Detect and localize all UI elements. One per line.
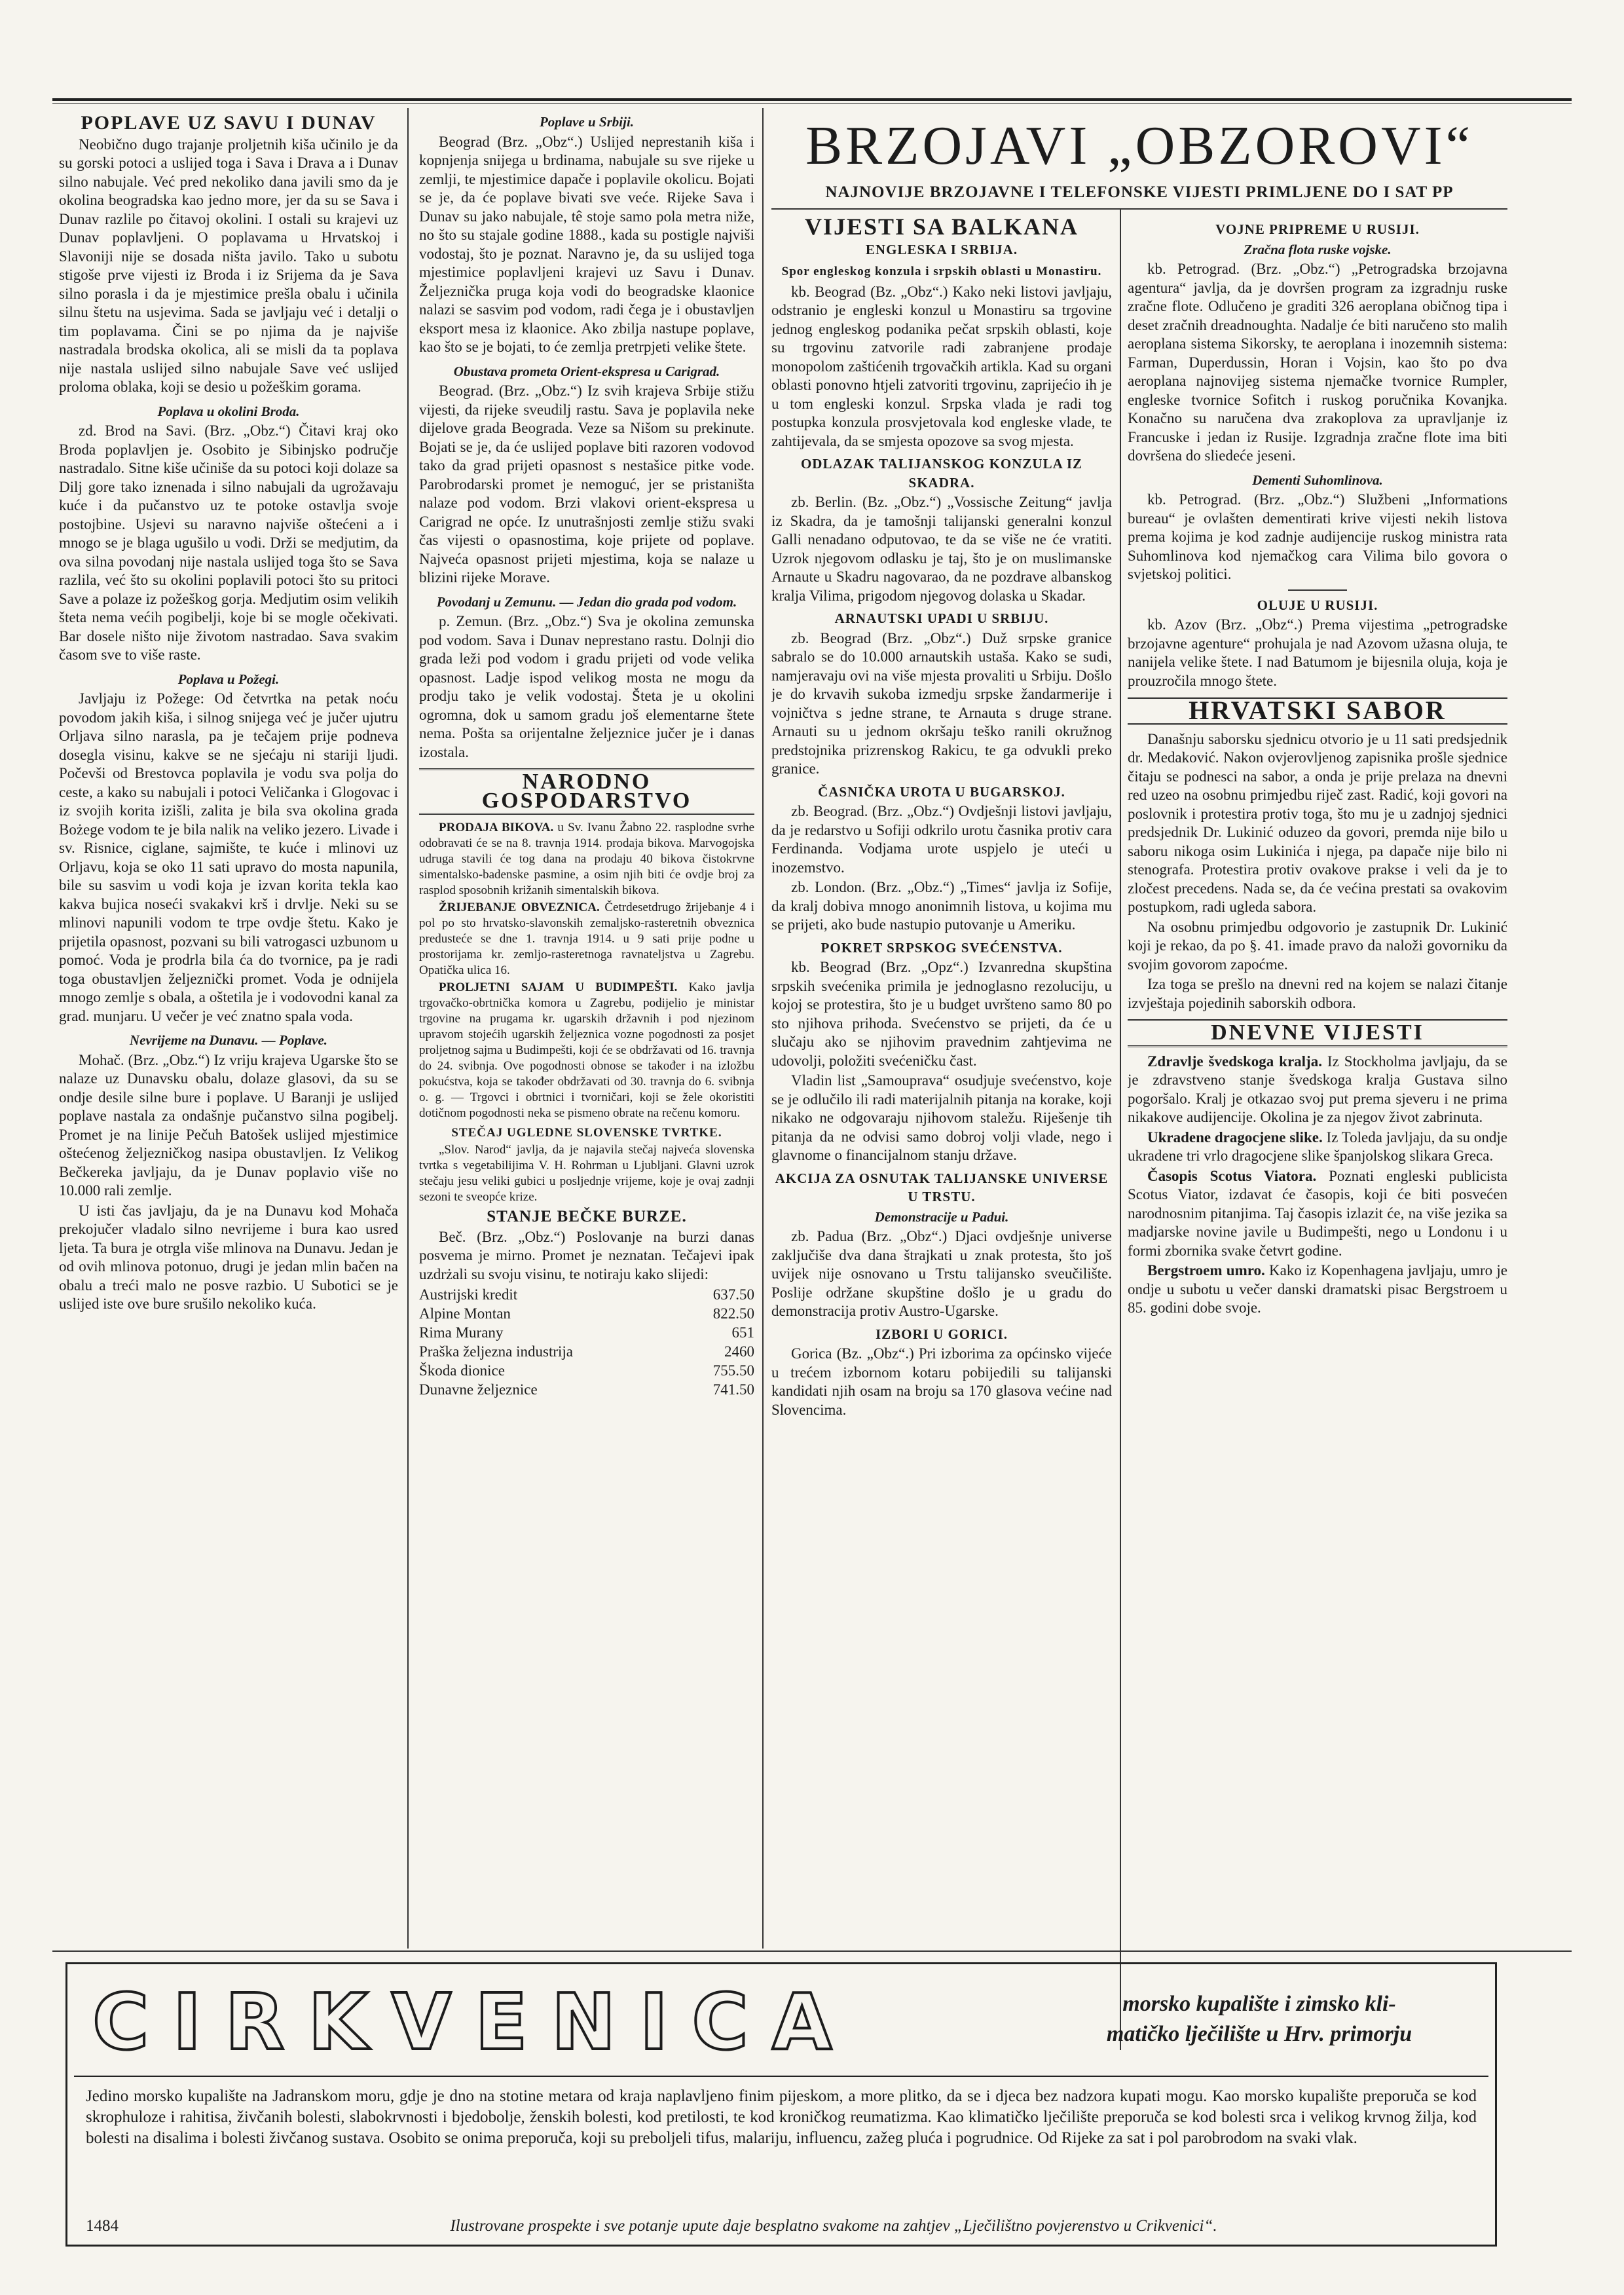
- news-item: [1128, 1053, 1507, 1127]
- stock-row: [419, 1342, 754, 1361]
- article-heading: STANJE BEČKE BURZE.: [487, 1208, 687, 1225]
- news-text: Poznati engleski publicista Scotus Viator, izdavat će časopis, koji će biti posvećen narodnosnim pitanjima. Taj časopis izlazit će, na više jezika sa madjarske novine javile u Budimpešti, nego u Londonu i u formi zbornika svake četvrt godine.: [1128, 1167, 1507, 1259]
- article-paragraph: Na osobnu primjedbu odgovorio je zastupnik Dr. Lukinić koji je rekao, da po §. 41. imade pravo da naloži govorniku da svojim govorom zapoćme.: [1128, 918, 1507, 973]
- banner-rule: [771, 208, 1507, 210]
- top-rule: [52, 98, 1572, 101]
- article-heading: AKCIJA ZA OSNUTAK TALIJANSKE UNIVERSE U TRSTU.: [775, 1170, 1109, 1204]
- note-text: „Slov. Narod“ javlja, da je najavila stečaj najveća slovenska tvrtka s vegetabilijima V. H. Rohrman u Ljubljani. Glavni uzrok stečaju jesu veliki gubici u posljednje vrijeme, koje je ovaj zadnji sezoni te sveopće krize.: [419, 1143, 754, 1204]
- news-text: Iz Stockholma javljaju, da se je zdravstveno stanje švedskoga kralja Gustava silno pogoršalo. Kralj je otkazao svoj put prema sjeveru i ne prima nikakove audijencije. Okolina je za njegov život zabrinuta.: [1128, 1053, 1507, 1125]
- column-rule: [1120, 210, 1121, 2050]
- column-rule: [407, 108, 409, 1949]
- news-text: Iz Toleda javljaju, da su ondje ukradene tri vrlo dragocjene slike španjolskog slikara Greca.: [1128, 1129, 1507, 1164]
- article-paragraph: kb. Azov (Brz. „Obz“.) Prema vijestima „petrogradske brzojavne agenture“ prohujala je nad Azovom užasna oluja, te nanijela velike štete. I nad Batumom je bijesnila oluja, koja je prouzročila mnogo štete.: [1128, 616, 1507, 689]
- ad-top-rule: [52, 1950, 1572, 1952]
- note-heading: PRODAJA BIKOVA.: [439, 821, 554, 834]
- article-subhead: Demonstracije u Padui.: [874, 1208, 1009, 1225]
- ad-tagline-line: matičko lječilište u Hrv. primorju: [1106, 2022, 1412, 2046]
- article-paragraph: Iza toga se prešlo na dnevni red na kojem se nalazi čitanje izvještaja pojedinih saborskih odbora.: [1128, 976, 1507, 1011]
- news-heading: Zdravlje švedskoga kralja.: [1147, 1053, 1322, 1070]
- article-paragraph: Beograd (Brz. „Obz“.) Uslijed neprestanih kiša i kopnjenja snijega u brdinama, nabujale su sve rijeke u zemlji, te mjestimice dapače i poplavile okolicu. Bojati se je, da će poplave bivati sve veće. Rijeke Sava i Dunav su jako nabujale, tê stoje samo pola metra niže, no što su stajale godine 1888., kada su postigle najviši vodostaj, što je poznat. Naravno je, da su uslijed toga mjestimice poplavljeni krajevi uz Savu i Dunav. Željeznička pruga koja vodi do beogradske klaonice nalazi se sasvim pod vodom, radi čega je i obustavljen eksport mesa iz klaonice. Ako zbilja nastupe poplave, kao što se je bojati, to će zemlja pretrpjeti velike štete.: [419, 133, 754, 355]
- economy-note: [419, 980, 754, 1121]
- stock-name: Praška željezna industrija: [419, 1343, 574, 1360]
- stock-value: 2460: [724, 1343, 754, 1360]
- article-paragraph: Javljaju iz Požege: Od četvrtka na petak noću povodom jakih kiša, i silnog snijega već je jučer ujutru Orljava silno narasla, pa je tečajem prije podneva dosegla visinu, kakve se ne sjećaju ni stariji ljudi. Počevši od Brestovca poplavila je vodu sva polja do ceste, a kako su nabujali i potoci Veličanka i Glogovac i iz svojih korita izišli, zalita je bila sva okolina grada Bożege vodom te je bila nalik na veliko jezero. Livade i sv. Risnice, ciglane, sajmište, te kuće i mlinovi uz Orljavu, koja se oko 11 sati upravo do mosta napunila, bile su sasvim u vodi koja je izvan korita tekla kao kakva bujica noseći svakakvi krš i drvlje. Neki su se mlinovi napunili vodom te trpe ovdje štetu. Kako je prijetila opasnost, pozvani su bili vatrogasci uzbunom u pomoć. Voda je prodrla bila ća do tvornice, pa je radi toga obustavljen željeznički promet. Voda je odnijela mnogo zemlje s obala, a oštetila je i vodovodni kanal za grad. munjaru. U večer je već znatno spala voda.: [59, 690, 398, 1024]
- article-title: POPLAVE UZ SAVU I DUNAV: [81, 113, 377, 134]
- article-paragraph: zd. Brod na Savi. (Brz. „Obz.“) Čitavi kraj oko Broda poplavljen je. Osobito je Sibinjsko područje nastradalo. Sitne kiše učiniše da su potoci koji dolaze sa Dilj gore tako iznenada i silno nabujali da ugrožavaju kuće i da pučanstvo uz te potoke ostavlja svoje postojbine. Usjevi su naravno najviše oštećeni a i mnogo se je blaga ugušilo u vodi. Drži se medjutim, da ova silna povodanj nije nastala uslijed toga što se Sava razlila, već što su okolini poplavili potoci što su pritoci Save a polaze iz požeškog gorja. Medjutim osim velikih šteta nema većih pogibelji, koje bi se mogle očekivati. Bar dosele ništo nije životom nastradao. Sava svakim časom sve to više raste.: [59, 422, 398, 663]
- article-subhead: Dementi Suhomlinova.: [1252, 472, 1383, 488]
- article-subhead: Spor engleskog konzula i srpskih oblasti u Monastiru.: [781, 265, 1102, 278]
- stock-row: [419, 1285, 754, 1304]
- stock-value: 755.50: [712, 1362, 754, 1379]
- section-heading: VIJESTI SA BALKANA: [804, 216, 1079, 240]
- article-heading: VOJNE PRIPREME U RUSIJI.: [1215, 221, 1420, 237]
- article-paragraph: kb. Petrograd. (Brz. „Obz.“) „Petrogradska brzojavna agentura“ javlja, da je dovršen program za izgradnju ruske zračne flote. Odlučeno je graditi 326 aeroplana običnog tipa i deset zračnih dreadnoughta. Nadalje će biti naručeno sto malih aeroplana sistema Sikorsky, te aeroplana i inozemnih sistema: Farman, Duperdussin, Horan i Vojsin, kao što po dva aeroplana najnovijeg sistema njemačke tvornice Rumpler, engleske tvornice Sofitch i ruskog poručnika Kovanjka. Konačno su naručena dva zrakoplova za upravljanje iz Francuske i jedan iz Rusije. Izgradnja zračne flote ima biti dovršena do sliedeće jeseni.: [1128, 261, 1507, 464]
- economy-notes: [419, 820, 754, 1205]
- news-heading: Bergstroem umro.: [1147, 1262, 1265, 1278]
- column-balkans: [771, 216, 1112, 1952]
- stock-value: 651: [731, 1324, 754, 1341]
- article-paragraph: Beograd. (Brz. „Obz.“) Iz svih krajeva Srbije stižu vijesti, da rijeke sveudilj rastu. Sava je poplavila neke dijelove grada Beograda. Veze sa Nišom su prekinute. Bojati se je, da će uslijed poplave biti razoren vodovod tako da grad prijeti opasnost s nestašice pitke vode. Parobrodarski promet je nemoguć, jer se pristaništa nalaze pod vodom. Brzi vlakovi orient-ekspresa u Carigrad ne opće. Iz unutrašnjosti zemlje stižu svaki čas vijesti o opasnostima, koje prijete od poplave. Najveća opasnost prijeti mjestima, koja se nalaze u blizini rijeke Morave.: [419, 382, 754, 586]
- article-paragraph: kb. Beograd (Bz. „Obz“.) Kako neki listovi javljaju, odstranio je engleski konzul u Monastiru sa trgovine jednog engleskog podanika pečat srpskih oblasti, koje su trgovinu zatvorile radi zabranjene prodaje monopolom zaštićenih trgovačkih artikla. Kad su organi oblasti ponovno htjeli zatvoriti trgovinu, zaprijećio ih je u tom engleski konzul. Srpska vlada je radi tog postupka konzula prosvjetovala kod engleske vlade, te zahtijevala, da se smjesta opozove sa svog mjesta.: [771, 283, 1112, 449]
- stock-value: 822.50: [712, 1305, 754, 1322]
- column-rule: [762, 108, 764, 1949]
- stock-row: [419, 1323, 754, 1342]
- article-subhead: Obustava prometa Orient-ekspresa u Carigrad.: [453, 363, 720, 379]
- section-heading: HRVATSKI SABOR: [1128, 697, 1507, 725]
- article-paragraph: kb. Petrograd. (Brz. „Obz.“) Službeni „Informations bureau“ je ovlašten dementirati krive vijesti nekih listova prema kojima je kod zadnje audijencije ruskog ministra rata Suhomlinova kod njemačkog cara Vilima bilo govora o svjetskoj politici.: [1128, 491, 1507, 582]
- column-russia-sabor-news: [1128, 216, 1507, 1952]
- news-heading: Časopis Scotus Viatora.: [1147, 1167, 1317, 1184]
- ad-body: Jedino morsko kupalište na Jadranskom moru, gdje je dno na stotine metara od kraja naplavljeno finim pijeskom, a more plitko, da se i djeca bez nadzora kupati mogu. Kao morsko kupalište preporuča se kod skrophuloze i rahitisa, živčanih bolesti, slabokrvnosti i bjedobolje, ženskih bolesti, kod pretilosti, te kod kroničkog reumatizma. Kao klimatičko lječilište preporuča se kod bolesti srca i velikog krvnog žilja, kod bolesti na disalima i bolesti živčanog sustava. Osobito se onima preporuča, koji su preboljeli tifus, malariju, influencu, zažeg pluća i pogrudnice. Od Rijeke za sat i pol parobrodom na svaki vlak.: [86, 2087, 1477, 2147]
- article-heading: ČASNIČKA UROTA U BUGARSKOJ.: [818, 783, 1065, 800]
- column-floods: [59, 113, 398, 1979]
- page-number: 1484: [86, 2217, 119, 2235]
- section-banner-subtitle: NAJNOVIJE BRZOJAVNE I TELEFONSKE VIJESTI PRIMLJENE DO I SAT PP: [825, 183, 1454, 201]
- article-paragraph: U isti čas javljaju, da je na Dunavu kod Mohača prekojučer vladalo silno nevrijeme i bura kao usred ljeta. Ta bura je otrgla više mlinova na Dunavu. Jedan je od ovih mlinova potonuo, drugi je jedan mlin bačen na obalu a treći malo ne posve razbio. U Subotici se je uslijed iste ove bure srušilo nekoliko kuća.: [59, 1202, 398, 1312]
- article-paragraph: Mohač. (Brz. „Obz.“) Iz vriju krajeva Ugarske što se nalaze uz Dunavsku obalu, dolaze glasovi, da su se ondje desile silne bure i poplave. U Baranji je uslijed poplave nastala za ondašnje pučanstvo silna pogibelj. Promet je na linije Pečuh Batošek uslijed mjestimice oštećenog željezničkog nasipa obustavljen. Iz Velikog Bečkereka javljaju, da je Dunav poplavio više no 10.000 rali zemlje.: [59, 1051, 398, 1199]
- economy-note: [419, 900, 754, 979]
- stock-value: 741.50: [712, 1381, 754, 1398]
- article-heading: OLUJE U RUSIJI.: [1257, 597, 1378, 613]
- article-paragraph: kb. Beograd (Brz. „Opz“.) Izvanredna skupština srpskih svećenika primila je jednoglasno rezoluciju, u kojoj se protestira, što je u budget uvršteno samo 80 po sto njihova prihoda. Svećenstvo se prijeti, da će u slučaju ako se njihovim pravednim zahtjevima ne udovolji, položiti svećeničku čast.: [771, 959, 1112, 1069]
- note-text: u Sv. Ivanu Žabno 22. rasplodne svrhe odobravati će se na 8. travnja 1914. prodaja bikova. Marvogojska udruga stavili će tog dana na prodaju 40 bikova čistokrvne simentalsko-badenske pasmine, a osim njih biti će ovdje broj za rasplod sposobnih križanih simentalskih bikova.: [419, 821, 754, 897]
- article-paragraph: zb. London. (Brz. „Obz.“) „Times“ javlja iz Sofije, da kralj dobiva mnogo anonimnih listova, u kojima mu se prijeti, ako bude nastupio putovanje u Ameriku.: [771, 879, 1112, 933]
- stock-row: [419, 1380, 754, 1399]
- article-paragraph: zb. Beograd. (Brz. „Obz.“) Ovdješnji listovi javljaju, da je redarstvo u Sofiji odkrilo urotu časnika protiv cara Ferdinanda. Vodjama urote uspjelo je uteći u inozemstvo.: [771, 803, 1112, 876]
- article-paragraph: p. Zemun. (Brz. „Obz.“) Sva je okolina zemunska pod vodom. Sava i Dunav neprestano rastu. Dolnji dio grada leži pod vodom i gradu prijeti od vode velika opasnost. Ladje ispod velikog mosta ne mogu da prodju tako je velik vodostaj. Šteta je u okolini ogromna, dok u samom gradu još elementarne štete nema. Pošta sa orijentalne željeznice jučer je i danas izostala.: [419, 613, 754, 760]
- ad-footer: [86, 2217, 1477, 2235]
- ad-rule: [74, 2076, 1488, 2077]
- article-heading: POKRET SRPSKOG SVEĆENSTVA.: [821, 939, 1063, 956]
- article-heading: ENGLESKA I SRBIJA.: [865, 241, 1018, 257]
- article-paragraph: Beč. (Brz. „Obz.“) Poslovanje na burzi danas posvema je mirno. Promet je neznatan. Tečajevi ipak uzdrżali su svoju visinu, te notiraju kako slijedi:: [419, 1228, 754, 1282]
- ad-tagline: [1037, 1989, 1482, 2049]
- article-subhead: Povodanj u Zemunu. — Jedan dio grada pod vodom.: [436, 593, 737, 610]
- article-heading: IZBORI U GORICI.: [875, 1326, 1008, 1342]
- article-subhead: Poplave u Srbiji.: [539, 114, 635, 130]
- advertisement-cirkvenica: [65, 1962, 1497, 2247]
- article-subhead: Nevrijeme na Dunavu. — Poplave.: [129, 1032, 328, 1048]
- news-text: Kako iz Kopenhagena javljaju, umro je ondje u subotu u večer danski dramatski pisac Bergstroem u 85. godini dobe svoje.: [1128, 1262, 1507, 1316]
- article-heading: ARNAUTSKI UPADI U SRBIJU.: [834, 610, 1049, 626]
- stock-value: 637.50: [712, 1286, 754, 1303]
- stock-row: [419, 1361, 754, 1380]
- separator: [1288, 589, 1347, 591]
- stock-row: [419, 1304, 754, 1323]
- article-paragraph: Današnju saborsku sjednicu otvorio je u 11 sati predsjednik dr. Medaković. Nakon ovjerovljenog zapisnika prošle sjednice čitaju se podnesci na sabor, a onda je prije prelaza na dnevni red uzeo na osobnu primjedbu riječ zast. Radić, koji govori na poslovnik i protestira protiv toga, što mu je u zadnjoj sjednici predsjednik Dr. Lukinić oduzeo da govori, premda nije bilo u saboru nikoga osim Lukinića i njega, pa dapače nije bilo ni stenografa. Protestira protiv ovakove prakse i veli da je to zločest precedens. Nada se, da će većina prestati sa ovakovim postupkom, radi ugleda sabora.: [1128, 730, 1507, 915]
- stock-name: Rima Murany: [419, 1324, 504, 1341]
- stock-name: Dunavne željeznice: [419, 1381, 538, 1398]
- economy-note: [419, 820, 754, 899]
- section-heading: DNEVNE VIJESTI: [1128, 1019, 1507, 1047]
- stock-name: Alpine Montan: [419, 1305, 511, 1322]
- article-subhead: Zračna flota ruske vojske.: [1244, 241, 1392, 257]
- article-subhead: Poplava u Požegi.: [177, 671, 280, 687]
- stock-name: Škoda dionice: [419, 1362, 505, 1379]
- news-heading: Ukradene dragocjene slike.: [1147, 1129, 1323, 1146]
- stock-name: Austrijski kredit: [419, 1286, 518, 1303]
- note-heading: STEČAJ UGLEDNE SLOVENSKE TVRTKE.: [451, 1126, 722, 1140]
- section-heading: NARODNO GOSPODARSTVO: [419, 768, 754, 815]
- note-text: Kako javlja trgovačko-obrtnička komora u Zagrebu, podijelio je ministar trgovine na prugama kr. ugarskih državnih i pod njezinom upravom stojećih ugarskih željeznica vozne pogodnosti za posjet proljetnog sajma u Budimpešti, koji će se obdržavati od 16. travnja do 24. svibnja. Ove pogodnosti obnose se također i na izložbu pokućstva, koja se također obdržavati od 30. travnja do 6. svibnja o. g. — Trgovci i obrtnici i tvorničari, koji se žele okoristiti dotičnom pogodnosti neka se pismeno obrate na rečenu komoru.: [419, 980, 754, 1120]
- stock-table: [419, 1285, 754, 1399]
- column-serbia-economy: [419, 113, 754, 1979]
- article-paragraph: Neobično dugo trajanje proljetnih kiša učinilo je da su gorski potoci a uslijed toga i Sava i Drava a i Dunav silno nabujale. Već pred nekoliko dana javili smo da je okolina beogradska kao jedno more, jer da su se Sava i Dunav razlile po čitavoj okolini. I ostali su krajevi uz Dunav poplavljeni. O poplavama u Hrvatskoj i Slavoniji nije se dosada ništa javilo. Tako u subotu stigoše prve vijesti iz Broda i iz Srijema da je Sava silno porasla i da je mjestimice prešla obalu i učinila silnu štetu na usjevima. Sada se javljaju već i detalji o tim poplavama. Čini se po njima da je najviše nastradala brodska okolica, ali se misli da ta poplava nije nastala uslijed silno nabujale Save već uslijed proloma oblaka, koji se desio u požeškim gorama.: [59, 136, 398, 395]
- article-heading: ODLAZAK TALIJANSKOG KONZULA IZ SKADRA.: [800, 456, 1083, 491]
- news-item: [1128, 1129, 1507, 1166]
- ad-title: CIRKVENICA: [92, 1977, 856, 2067]
- top-rule-thin: [52, 103, 1572, 104]
- article-subhead: Poplava u okolini Broda.: [157, 403, 300, 419]
- section-banner-title: BRZOJAVI „OBZOROVI“: [805, 115, 1473, 176]
- ad-tagline-line: morsko kupalište i zimsko kli-: [1122, 1992, 1396, 2016]
- news-item: [1128, 1261, 1507, 1318]
- note-text: Četrdesetdrugo žrijebanje 4 i pol po sto hrvatsko-slavonskih zemaljsko-rasteretnih obveznica predusteće se dne 1. travnja 1914. u 9 sati prije podne u prostorijama kr. zemljo-rasteretnoga ravnateljstva u Zagrebu. Opatička ulica 16.: [419, 901, 754, 977]
- article-paragraph: Vladin list „Samouprava“ osudjuje svećenstvo, koje se je odlučilo ili radi materijalnih pitanja na korake, koji nikako ne odgovaraju njihovom staležu. Riješenje tih pitanja da ne odvisi samo dobroj volji vlade, nego i glavnome o financijalnom stanju države.: [771, 1072, 1112, 1163]
- ad-footer-text: Ilustrovane prospekte i sve potanje upute daje besplatno svakome na zahtjev „Lječilištno povjerenstvo u Crikvenici“.: [450, 2217, 1217, 2235]
- news-item: [1128, 1167, 1507, 1261]
- note-heading: PROLJETNI SAJAM U BUDIMPEŠTI.: [439, 980, 678, 994]
- article-paragraph: zb. Beograd (Brz. „Obz“.) Duž srpske granice sabralo se do 10.000 arnautskih ustaša. Kako se sudi, namjeravaju ovi na više mjesta provaliti u Srbiju. Došlo je do krvavih sukoba izmedju srpske žandarmerije i vojničtva s jedne strane, te Arnauta s druge strane. Arnauti su u jednom okršaju teško ranili okružnog predstojnika prizrenskog Rakicu, te ga odvukli preko granice.: [771, 629, 1112, 777]
- article-paragraph: zb. Padua (Brz. „Obz“.) Djaci ovdješnje universe zaključiše dva dana štrajkati u znak protesta, što još uvijek nije osnovano u Trstu talijansko sveučilište. Poslije održane skupštine došlo je u gradu do demonstracija protiv Austro-Ugarske.: [771, 1228, 1112, 1319]
- article-paragraph: zb. Berlin. (Bz. „Obz.“) „Vossische Zeitung“ javlja iz Skadra, da je tamošnji talijanski generalni konzul Galli nenadano odputovao, te da se više ne će vratiti. Uzrok njegovom odlasku je taj, što je on muslimanske Arnaute u Skadru nagovarao, da ne pozdrave albanskog kralja Vilima, prigodom njegovog dolaska u Skadar.: [771, 494, 1112, 604]
- article-paragraph: Gorica (Bz. „Obz“.) Pri izborima za općinsko vijeće u trećem izbornom kotaru pobijedili su talijanski kandidati njih osam na broju sa 170 glasova većine nad Slovencima.: [771, 1345, 1112, 1418]
- note-heading: ŽRIJEBANJE OBVEZNICA.: [439, 901, 600, 914]
